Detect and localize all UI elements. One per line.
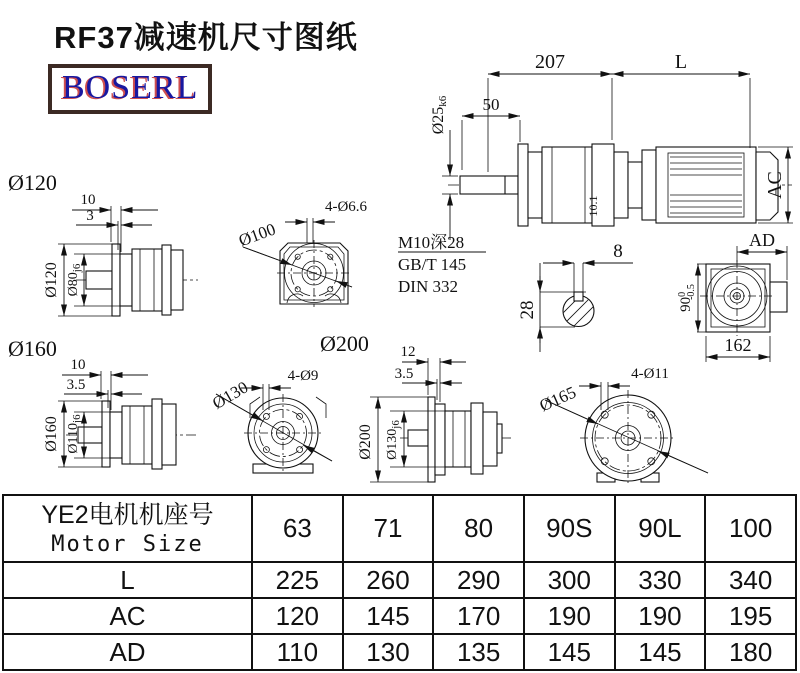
dim-50: 50 [482, 95, 500, 114]
row-label-L: L [3, 562, 252, 598]
dim-160-35: 3.5 [66, 377, 86, 393]
header-en: Motor Size [51, 531, 204, 557]
AD-90l: 145 [615, 634, 706, 670]
dim-200-12: 12 [400, 344, 416, 360]
front-view-130 [209, 331, 369, 473]
AD-80: 135 [433, 634, 524, 670]
header-cn: YE2电机机座号 [41, 500, 214, 529]
size-90l: 90L [615, 495, 706, 562]
dim-ac: AC [764, 171, 786, 199]
dim-100-bolt-circle: Ø100 [236, 219, 279, 251]
rear-view [677, 230, 787, 362]
AD-63: 110 [252, 634, 343, 670]
size-71: 71 [343, 495, 434, 562]
AC-80: 170 [433, 598, 524, 634]
dim-200-outer: Ø200 [357, 424, 374, 460]
size-100: 100 [705, 495, 796, 562]
AC-100: 195 [705, 598, 796, 634]
dim-120-outer: Ø120 [43, 262, 60, 298]
AC-71: 145 [343, 598, 434, 634]
note-gbt145: GB/T 145 [398, 255, 467, 274]
dim-130-holes: 4-Ø9 [287, 368, 319, 384]
dim-inner-10-1: 10.1 [586, 195, 600, 217]
L-100: 340 [705, 562, 796, 598]
section-label-120: Ø120 [8, 170, 57, 195]
row-label-AC: AC [3, 598, 252, 634]
L-90l: 330 [615, 562, 706, 598]
dim-160-spigot: $Ø110_{j6}$ [66, 414, 83, 454]
AD-90s: 145 [524, 634, 615, 670]
row-label-AD: AD [3, 634, 252, 670]
dim-120-spigot: $Ø80_{j6}$ [66, 263, 83, 297]
shaft-key-section-view [517, 241, 633, 352]
section-label-200: Ø200 [320, 331, 369, 356]
dim-207: 207 [535, 51, 565, 73]
AC-90l: 190 [615, 598, 706, 634]
dim-165-bolt-circle: Ø165 [536, 382, 579, 416]
dim-162: 162 [724, 335, 752, 355]
dim-key-width: 8 [613, 241, 623, 262]
dim-L: L [674, 51, 688, 73]
header-motor-size [3, 495, 252, 562]
table-row-L [3, 562, 796, 598]
dim-120-10: 10 [80, 192, 96, 208]
dim-160-outer: Ø160 [43, 416, 60, 452]
size-80: 80 [433, 495, 524, 562]
dim-90-tol: $90^0-0.5$ [677, 284, 697, 312]
dim-shaft-diameter: Ø25k6 [430, 95, 449, 135]
flange-view-200 [357, 344, 512, 482]
section-label-160: Ø160 [8, 336, 57, 361]
note-din332: DIN 332 [398, 277, 458, 296]
L-90s: 300 [524, 562, 615, 598]
L-71: 260 [343, 562, 434, 598]
AD-100: 180 [705, 634, 796, 670]
dim-ad: AD [749, 230, 775, 250]
dim-key-height: 28 [517, 300, 538, 320]
note-tap: M10深28 [398, 233, 465, 252]
boserl-logo-text: BOSERL [62, 69, 199, 106]
AC-63: 120 [252, 598, 343, 634]
dim-200-spigot: $Ø130_{j6}$ [385, 420, 402, 460]
dim-160-10: 10 [70, 357, 86, 373]
AD-71: 130 [343, 634, 434, 670]
table-header-row [3, 495, 796, 562]
front-view-165 [537, 366, 708, 486]
front-view-100 [236, 199, 367, 307]
dim-200-35: 3.5 [394, 366, 414, 382]
dim-120-3: 3 [86, 208, 94, 224]
flange-view-120 [8, 170, 198, 316]
dim-165-holes: 4-Ø11 [631, 366, 669, 382]
table-row-AC [3, 598, 796, 634]
AC-90s: 190 [524, 598, 615, 634]
L-80: 290 [433, 562, 524, 598]
flange-view-160 [8, 336, 196, 469]
table-row-AD [3, 634, 796, 670]
dimension-table [2, 494, 797, 671]
main-assembly-view [398, 51, 793, 296]
size-90s: 90S [524, 495, 615, 562]
page-title: RF37减速机尺寸图纸 [54, 20, 358, 55]
L-63: 225 [252, 562, 343, 598]
dim-100-holes: 4-Ø6.6 [324, 199, 368, 215]
size-63: 63 [252, 495, 343, 562]
dim-130-bolt-circle: Ø130 [209, 377, 252, 413]
